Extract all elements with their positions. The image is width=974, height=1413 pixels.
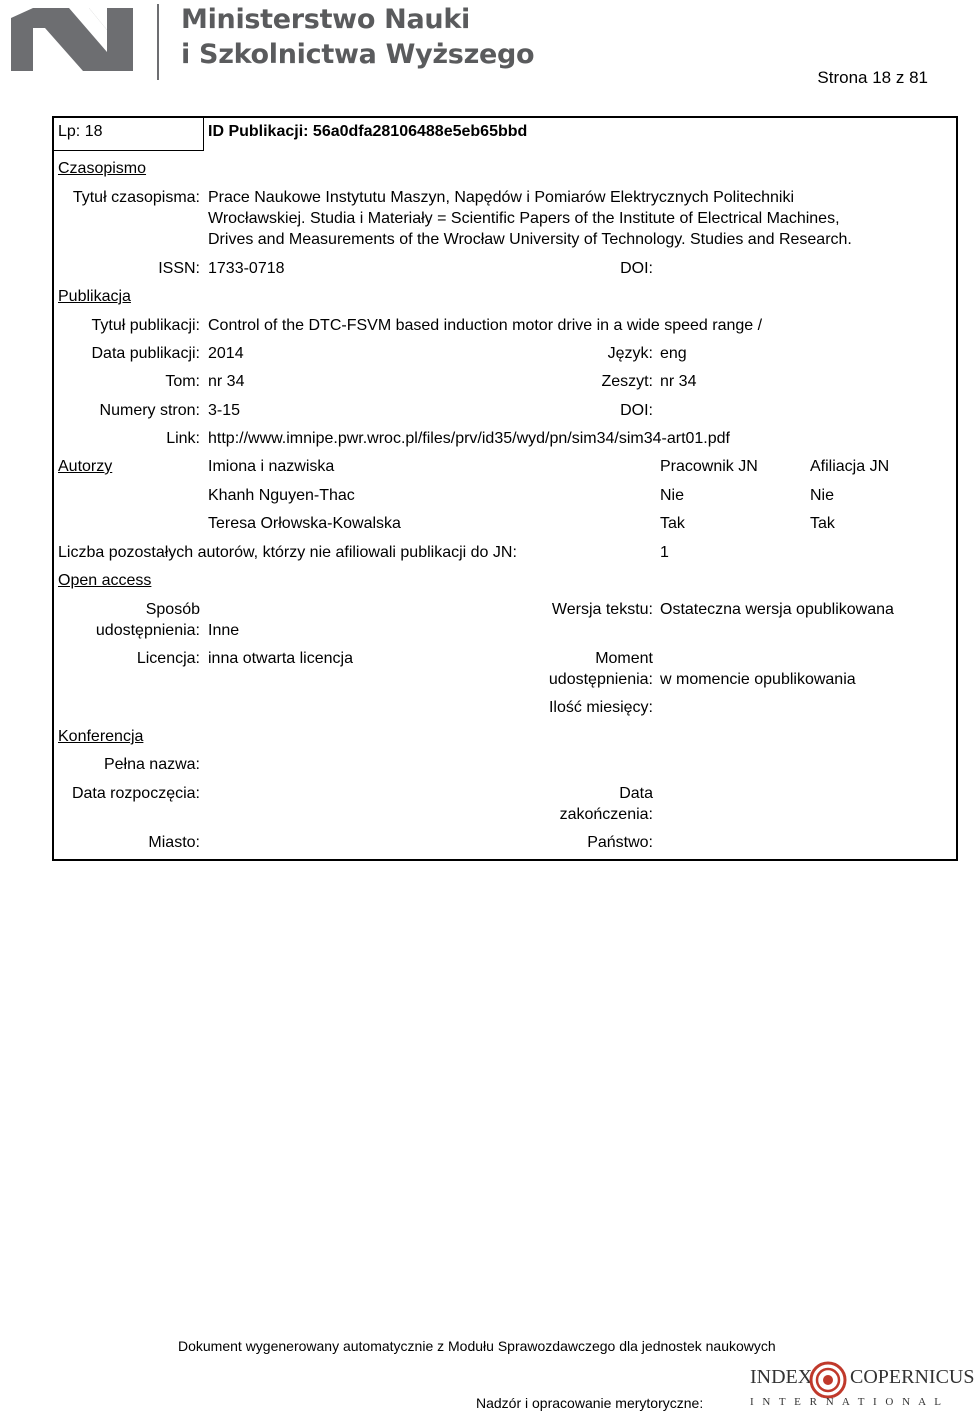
- lp-underline: [54, 150, 204, 151]
- moment-label-line2: udostępnienia:: [548, 671, 653, 688]
- publication-title: Control of the DTC-FSVM based induction motor drive in a wide speed range /: [208, 317, 763, 334]
- moment-value: w momencie opublikowania: [660, 671, 856, 688]
- ic-brand-international: I N T E R N A T I O N A L: [750, 1396, 944, 1408]
- remaining-authors-value: 1: [660, 544, 669, 561]
- authors-col-affiliation: Afiliacja JN: [810, 458, 890, 475]
- volume-label: Tom:: [165, 373, 200, 390]
- moment-label-line1: Moment: [595, 650, 653, 667]
- publication-link[interactable]: http://www.imnipe.pwr.wroc.pl/files/prv/id35/wyd/pn/sim34/sim34-art01.pdf: [208, 430, 730, 447]
- link-label: Link:: [166, 430, 200, 447]
- remaining-authors-label: Liczba pozostałych autorów, którzy nie afiliowali publikacji do JN:: [58, 544, 517, 561]
- pages-value: 3-15: [208, 402, 241, 419]
- authors-col-employee: Pracownik JN: [660, 458, 758, 475]
- conference-start-label: Data rozpoczęcia:: [71, 785, 200, 802]
- publication-doi-label: DOI:: [620, 402, 653, 419]
- ministry-name-line1: Ministerstwo Nauki: [181, 4, 470, 35]
- author-employee: Tak: [660, 515, 685, 532]
- journal-doi-label: DOI:: [620, 260, 653, 277]
- footer-generated-note: Dokument wygenerowany automatycznie z Modułu Sprawozdawczego dla jednostek naukowych: [178, 1338, 776, 1354]
- pages-label: Numery stron:: [99, 402, 200, 419]
- section-publication: Publikacja: [58, 288, 131, 305]
- method-value: Inne: [208, 622, 240, 639]
- conference-end-label-line2: zakończenia:: [559, 806, 653, 823]
- publication-date: 2014: [208, 345, 244, 362]
- msw-logo-icon: [11, 8, 133, 71]
- journal-title-line2: Wrocławskiej. Studia i Materiały = Scientific Papers of the Institute of Electrical Machines,: [208, 210, 840, 227]
- conference-end-label-line1: Data: [619, 785, 653, 802]
- method-label-line2: udostępnienia:: [95, 622, 200, 639]
- license-value: inna otwarta licencja: [208, 650, 353, 667]
- author-affiliation: Nie: [810, 487, 835, 504]
- authors-col-name: Imiona i nazwiska: [208, 458, 335, 475]
- issue-label: Zeszyt:: [601, 373, 653, 390]
- conference-city-label: Miasto:: [148, 834, 200, 851]
- ic-brand-copernicus: COPERNICUS: [850, 1366, 974, 1388]
- author-affiliation: Tak: [810, 515, 835, 532]
- license-label: Licencja:: [136, 650, 200, 667]
- page-number: Strona 18 z 81: [817, 68, 928, 87]
- method-label-line1: Sposób: [145, 601, 200, 618]
- volume-value: nr 34: [208, 373, 245, 390]
- journal-title-line1: Prace Naukowe Instytutu Maszyn, Napędów i Pomiarów Elektrycznych Politechniki: [208, 189, 795, 206]
- author-name: Teresa Orłowska-Kowalska: [208, 515, 401, 532]
- author-name: Khanh Nguyen-Thac: [208, 487, 355, 504]
- issn-label: ISSN:: [158, 260, 200, 277]
- header-divider: [157, 4, 159, 80]
- record-lp: Lp: 18: [58, 123, 103, 140]
- section-authors: Autorzy: [58, 458, 113, 475]
- language-label: Język:: [607, 345, 653, 362]
- section-open-access: Open access: [58, 572, 152, 589]
- publication-title-label: Tytuł publikacji:: [91, 317, 200, 334]
- months-label: Ilość miesięcy:: [548, 699, 653, 716]
- ministry-name-line2: i Szkolnictwa Wyższego: [181, 39, 535, 70]
- footer-supervision: Nadzór i opracowanie merytoryczne:: [476, 1395, 704, 1411]
- index-copernicus-logo-icon: [808, 1360, 848, 1400]
- version-value: Ostateczna wersja opublikowana: [660, 601, 894, 618]
- author-employee: Nie: [660, 487, 685, 504]
- record-id: ID Publikacji: 56a0dfa28106488e5eb65bbd: [208, 123, 528, 140]
- journal-title-line3: Drives and Measurements of the Wrocław University of Technology. Studies and Research.: [208, 231, 852, 248]
- ic-brand-index: INDEX: [750, 1366, 813, 1388]
- section-journal: Czasopismo: [58, 160, 147, 177]
- conference-country-label: Państwo:: [587, 834, 653, 851]
- publication-date-label: Data publikacji:: [91, 345, 200, 362]
- version-label: Wersja tekstu:: [551, 601, 653, 618]
- issn-value: 1733-0718: [208, 260, 285, 277]
- language-value: eng: [660, 345, 687, 362]
- issue-value: nr 34: [660, 373, 697, 390]
- conference-name-label: Pełna nazwa:: [103, 756, 200, 773]
- record-id-separator: [203, 118, 204, 150]
- journal-title-label: Tytuł czasopisma:: [72, 189, 200, 206]
- section-conference: Konferencja: [58, 728, 144, 745]
